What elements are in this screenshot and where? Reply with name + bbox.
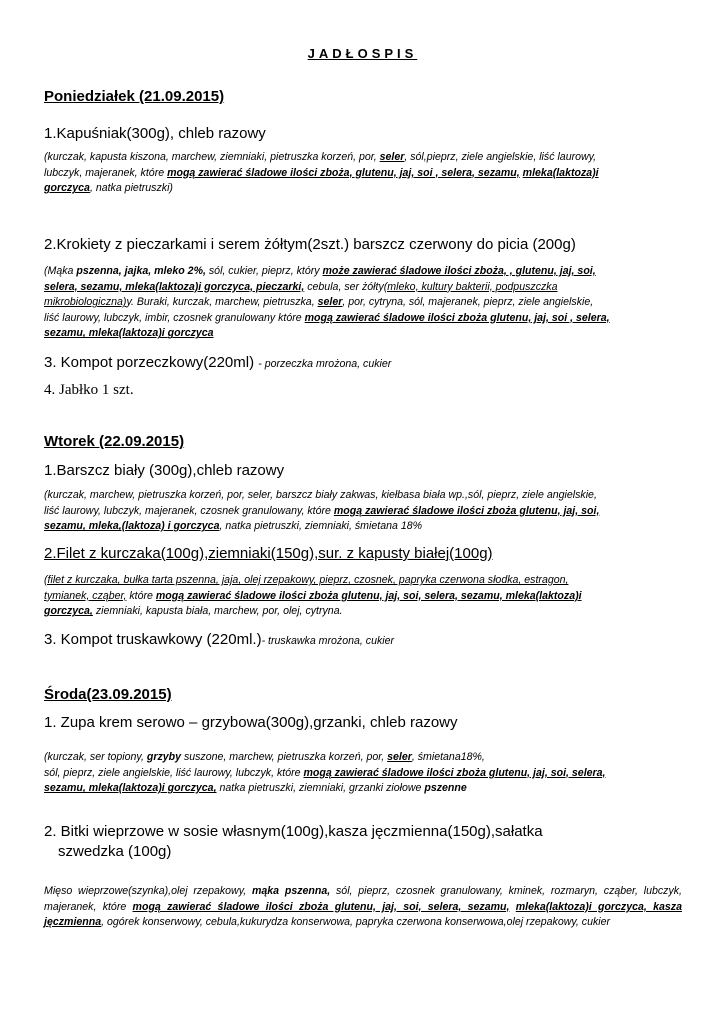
dish-title: 1. Zupa krem serowo – grzybowa(300g),grzanki, chleb razowy [44, 714, 458, 731]
menu-title: JADŁOSPIS [307, 46, 418, 61]
ingredients-text: (kurczak, ser topiony, grzyby suszone, marchew, pietruszka korzeń, por, seler, śmietana18%, sól, pieprz, ziele angielskie, liść laurowy, lubczyk, które mogą zawierać śladowe ilości zboża glutenu, jaj, soi, selera, sezamu, mleka(laktoza)i gorczyca, natka pietruszki, ziemniaki, grzanki ziołowe pszenne [44, 751, 606, 795]
ingredients-text: (kurczak, marchew, pietruszka korzeń, por, seler, barszcz biały zakwas, kiełbasa biała wp.,sól, pieprz, ziele angielskie, liść laurowy, lubczyk, majeranek, czosnek granulowany, które mogą zawierać śladowe ilości zboża glutenu, jaj, soi, sezamu, mleka,(laktoza) i gorczyca, natka pietruszki, ziemniaki, śmietana 18% [44, 489, 600, 533]
dish-title: 3. Kompot porzeczkowy(220ml) - porzeczka mrożona, cukier [44, 354, 392, 371]
day-heading-wednesday: Środa(23.09.2015) [44, 686, 172, 703]
day-heading-monday: Poniedziałek (21.09.2015) [44, 88, 225, 105]
ingredients-text: Mięso wieprzowe(szynka),olej rzepakowy, mąka pszenna, sól, pieprz, czosnek granulowany, kminek, rozmaryn, cząber, lubczyk, majeranek, które mogą zawierać śladowe ilości zboża glutenu, jaj, soi, selera, sezamu, mleka(laktoza)i gorczyca, kasza jęczmienna, ogórek konserwowy, cebula,kukurydza konserwowa, papryka czerwona konserwowa,olej rzepakowy, cukier [44, 885, 683, 929]
dish-title: 1.Barszcz biały (300g),chleb razowy [44, 462, 285, 479]
ingredients-text: (filet z kurczaka, bułka tarta pszenna, jaja, olej rzepakowy, pieprz, czosnek, papryka czerwona słodka, estragon, tymianek, cząber, które mogą zawierać śladowe ilości zboża glutenu, jaj, soi, selera, sezamu, mleka(laktoza)i gorczyca, ziemniaki, kapusta biała, marchew, por, olej, cytryna. [44, 574, 582, 618]
dish-title: 2.Krokiety z pieczarkami i serem żółtym(2szt.) barszcz czerwony do picia (200g) [44, 236, 576, 253]
dish-title: 1.Kapuśniak(300g), chleb razowy [44, 125, 266, 142]
dish-title: 4. Jabłko 1 szt. [44, 382, 134, 398]
ingredients-text: (Mąka pszenna, jajka, mleko 2%, sól, cukier, pieprz, który może zawierać śladowe ilości zboża, , glutenu, jaj, soi, selera, sezamu, mleka(laktoza)i gorczyca, pieczarki, cebula, ser żółty(mleko, kultury bakterii, podpuszczka mikrobiologiczna)y. Buraki, kurczak, marchew, pietruszka, seler, por, cytryna, sól, majeranek, pieprz, ziele angielskie, liść laurowy, lubczyk, imbir, czosnek granulowany które mogą zawierać śladowe ilości zboża glutenu, jaj, soi , selera, sezamu, mleka(laktoza)i gorczyca [44, 265, 610, 340]
dish-title: 2.Filet z kurczaka(100g),ziemniaki(150g),sur. z kapusty białej(100g) [44, 545, 493, 562]
dish-title: 2. Bitki wieprzowe w sosie własnym(100g),kasza jęczmienna(150g),sałatka szwedzka (100g) [44, 823, 543, 860]
day-heading-tuesday: Wtorek (22.09.2015) [44, 433, 185, 450]
ingredients-text: (kurczak, kapusta kiszona, marchew, ziemniaki, pietruszka korzeń, por, seler, sól,pieprz, ziele angielskie, liść laurowy, lubczyk, majeranek, które mogą zawierać śladowe ilości zboża, glutenu, jaj, soi , selera, sezamu, mleka(laktoza)i gorczyca, natka pietruszki) [44, 151, 599, 195]
dish-title: 3. Kompot truskawkowy (220ml.)- truskawka mrożona, cukier [44, 631, 395, 648]
